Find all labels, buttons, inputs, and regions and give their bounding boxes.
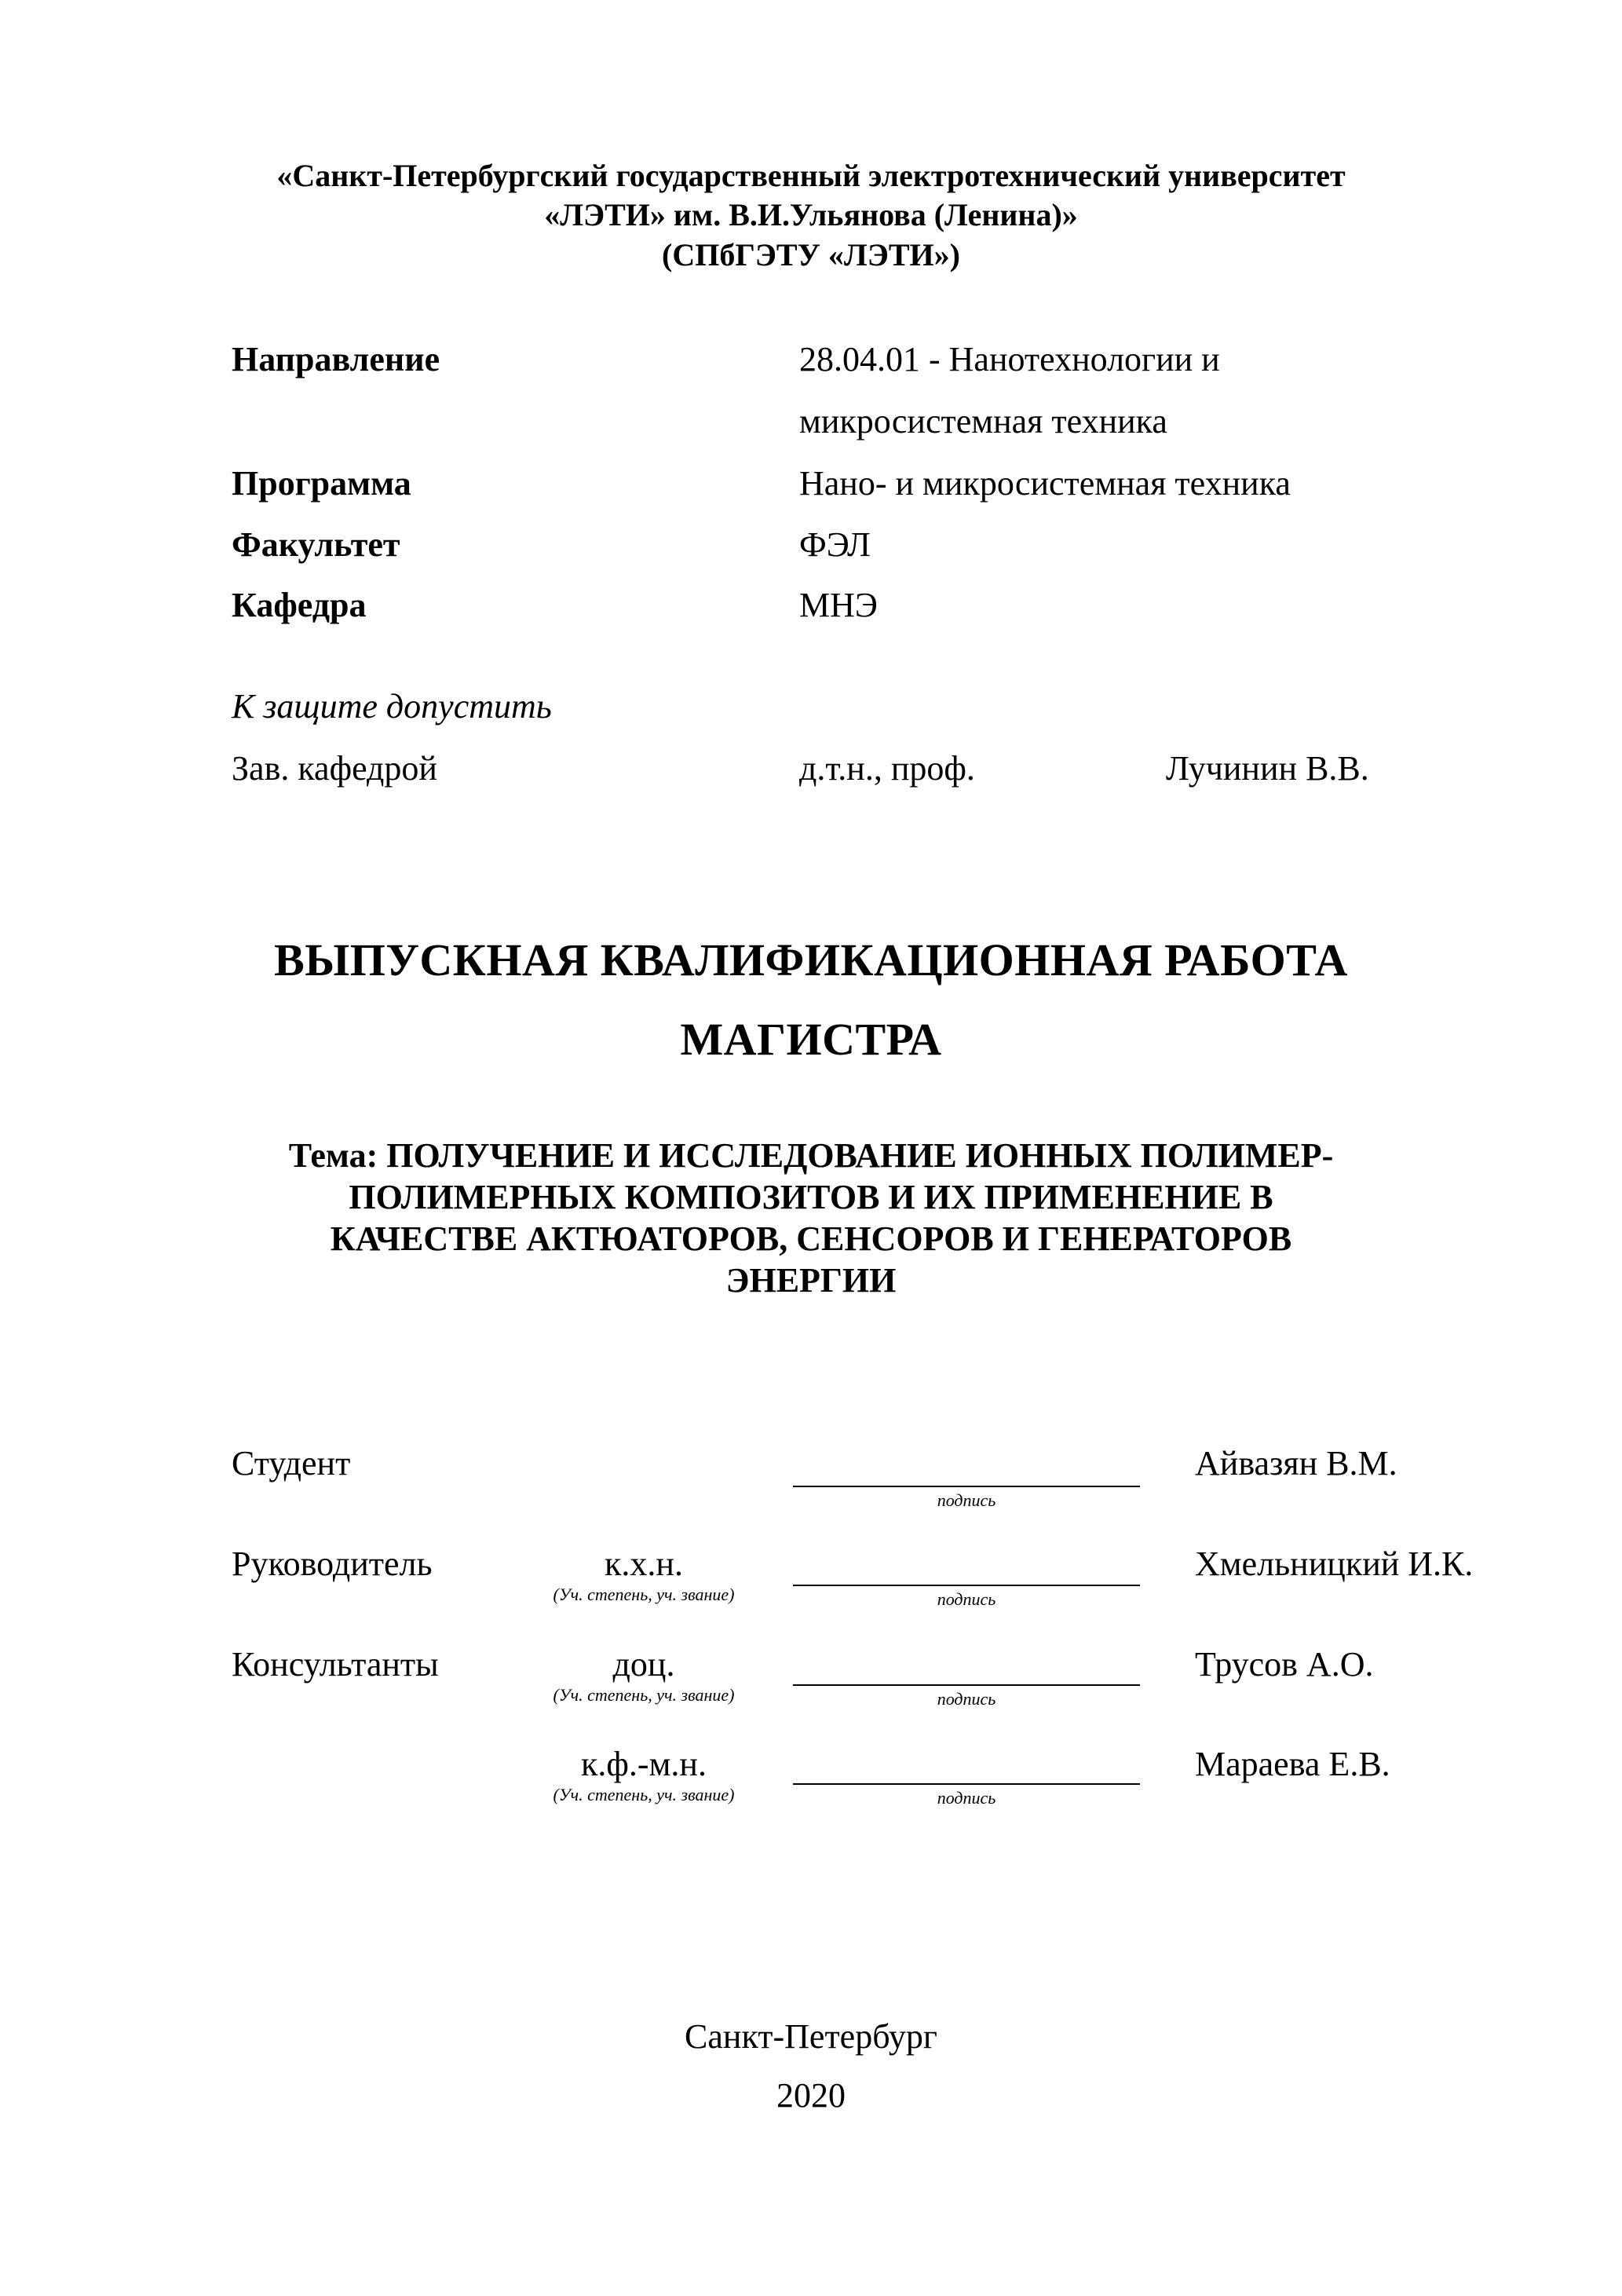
consultant-1-signature-line: [793, 1684, 1140, 1686]
supervisor-name: Хмельницкий И.К.: [1195, 1545, 1474, 1583]
consultant-2-signature-line: [793, 1783, 1140, 1785]
department-label: Кафедра: [232, 586, 367, 624]
direction-value-line-1: 28.04.01 - Нанотехнологии и: [799, 340, 1220, 378]
department-value: МНЭ: [799, 586, 878, 624]
supervisor-signature-line: [793, 1585, 1140, 1586]
consultant-1-signature-caption: подпись: [937, 1689, 996, 1709]
topic-line-3: КАЧЕСТВЕ АКТЮАТОРОВ, СЕНСОРОВ И ГЕНЕРАТОРОВ: [330, 1219, 1292, 1258]
faculty-value: ФЭЛ: [799, 525, 871, 564]
supervisor-signature-caption: подпись: [937, 1589, 996, 1609]
consultant-2-degree-caption: (Уч. степень, уч. звание): [553, 1785, 735, 1804]
year: 2020: [776, 2076, 846, 2115]
program-value: Нано- и микросистемная техника: [799, 464, 1291, 503]
supervisor-label: Руководитель: [232, 1545, 433, 1583]
consultants-label: Консультанты: [232, 1645, 439, 1684]
document-title-line-2: МАГИСТРА: [680, 1014, 942, 1065]
student-signature-line: [793, 1486, 1140, 1487]
consultant-2-name: Мараева Е.В.: [1195, 1745, 1390, 1783]
university-name-line-1: «Санкт-Петербургский государственный электротехнический университет: [276, 158, 1346, 193]
admit-to-defense: К защите допустить: [232, 687, 552, 726]
topic-line-1: Тема: ПОЛУЧЕНИЕ И ИССЛЕДОВАНИЕ ИОННЫХ ПОЛИМЕР-: [288, 1136, 1334, 1175]
consultant-2-degree: к.ф.-м.н.: [581, 1745, 707, 1783]
head-of-department-name: Лучинин В.В.: [1166, 749, 1369, 788]
consultant-1-name: Трусов А.О.: [1195, 1645, 1374, 1684]
direction-value-line-2: микросистемная техника: [799, 402, 1167, 441]
head-of-department-degree: д.т.н., проф.: [799, 749, 975, 788]
city: Санкт-Петербург: [685, 2017, 937, 2056]
topic-line-4: ЭНЕРГИИ: [725, 1261, 897, 1300]
document-title-line-1: ВЫПУСКНАЯ КВАЛИФИКАЦИОННАЯ РАБОТА: [274, 934, 1348, 985]
student-name: Айвазян В.М.: [1195, 1444, 1397, 1483]
direction-label: Направление: [232, 340, 440, 378]
student-signature-caption: подпись: [937, 1490, 996, 1510]
university-abbreviation: (СПбГЭТУ «ЛЭТИ»): [662, 237, 960, 272]
program-label: Программа: [232, 464, 411, 503]
faculty-label: Факультет: [232, 525, 400, 564]
consultant-2-signature-caption: подпись: [937, 1788, 996, 1808]
head-of-department-label: Зав. кафедрой: [232, 749, 437, 788]
student-label: Студент: [232, 1444, 351, 1483]
consultant-1-degree-caption: (Уч. степень, уч. звание): [553, 1685, 735, 1705]
topic-line-2: ПОЛИМЕРНЫХ КОМПОЗИТОВ И ИХ ПРИМЕНЕНИЕ В: [349, 1178, 1273, 1216]
university-name-line-2: «ЛЭТИ» им. В.И.Ульянова (Ленина)»: [544, 197, 1078, 232]
consultant-1-degree: доц.: [612, 1645, 675, 1684]
supervisor-degree: к.х.н.: [605, 1545, 683, 1583]
supervisor-degree-caption: (Уч. степень, уч. звание): [553, 1585, 735, 1604]
